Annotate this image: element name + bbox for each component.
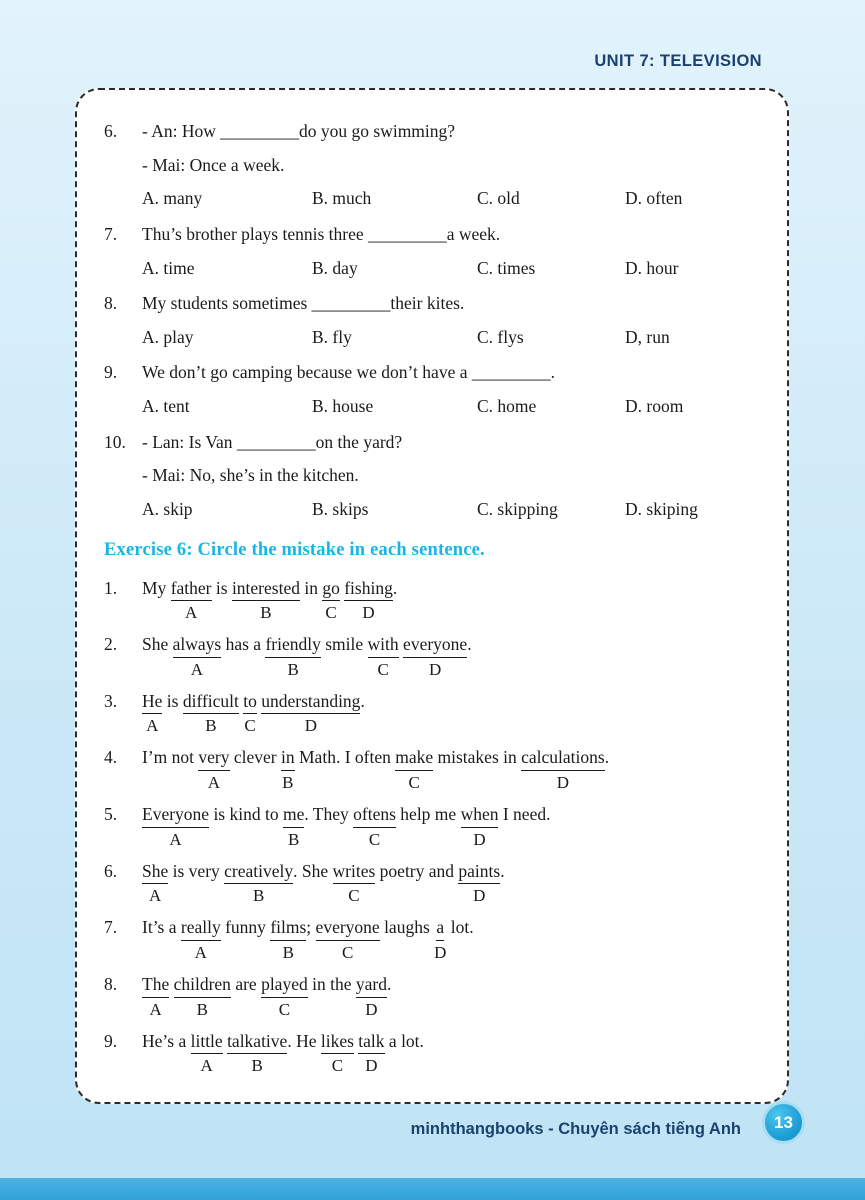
token-text: funny bbox=[220, 917, 271, 938]
mistake-letter: A bbox=[149, 999, 162, 1019]
token-text: He bbox=[142, 690, 162, 715]
option-label: C. old bbox=[477, 188, 520, 209]
option-label: B. day bbox=[312, 257, 358, 278]
mistake-letter bbox=[309, 942, 313, 963]
question-text: Thu’s brother plays tennis three _________a week. bbox=[142, 223, 501, 244]
sentence-token bbox=[353, 803, 396, 851]
mistake-letter bbox=[311, 885, 315, 906]
mistake-letter bbox=[343, 772, 347, 793]
token-text: films bbox=[270, 916, 306, 941]
mc-question bbox=[104, 431, 765, 534]
option-label: B. skips bbox=[312, 498, 369, 519]
mistake-letter bbox=[253, 772, 257, 793]
mc-question bbox=[104, 361, 765, 430]
sentence-token bbox=[181, 916, 221, 964]
sentence-token bbox=[142, 746, 198, 793]
question-number: 9. bbox=[104, 362, 118, 383]
bottom-strip bbox=[0, 1178, 865, 1200]
option-label: B. much bbox=[312, 188, 372, 209]
sentence-body bbox=[142, 860, 765, 908]
token-text: . bbox=[386, 973, 392, 994]
sentence-token bbox=[171, 577, 212, 625]
question-text: - Mai: Once a week. bbox=[142, 154, 285, 175]
sentence-token bbox=[461, 803, 499, 851]
mistake-letter: A bbox=[184, 603, 198, 623]
sentence-token bbox=[142, 633, 173, 680]
mistake-letter: B bbox=[282, 942, 294, 962]
sentence-token bbox=[521, 746, 605, 794]
mistake-letter: D bbox=[365, 1056, 378, 1076]
options-row bbox=[142, 187, 765, 211]
footer-brand: minhthangbooks - Chuyên sách tiếng Anh bbox=[410, 1120, 741, 1138]
sentence-token bbox=[162, 690, 182, 737]
mistake-sentence bbox=[104, 973, 765, 1021]
mistake-letter: C bbox=[408, 773, 420, 792]
mistake-letter: A bbox=[194, 942, 207, 962]
token-text: in bbox=[281, 746, 295, 771]
token-text: make bbox=[395, 746, 433, 771]
sentence-token bbox=[287, 1030, 321, 1077]
question-body bbox=[142, 120, 765, 223]
sentence-token bbox=[300, 577, 322, 624]
sentence-body bbox=[142, 746, 765, 794]
token-text: . They bbox=[304, 804, 354, 824]
sentence-token bbox=[458, 860, 500, 908]
mistake-letter: C bbox=[331, 1056, 344, 1076]
question-body bbox=[142, 431, 765, 534]
mistake-letter: D bbox=[556, 773, 570, 792]
mistake-letter: C bbox=[348, 886, 360, 906]
token-text: father bbox=[171, 577, 212, 602]
mistake-sentence bbox=[104, 746, 765, 794]
token-text: writes bbox=[333, 860, 376, 885]
sentence-token bbox=[198, 746, 229, 794]
mistake-sentence-list bbox=[104, 577, 765, 1078]
question-text: - Lan: Is Van _________on the yard? bbox=[142, 431, 403, 452]
sentence-token bbox=[403, 633, 467, 681]
token-text: My bbox=[142, 577, 171, 598]
mistake-letter: C bbox=[325, 603, 337, 623]
token-text: Math. I often bbox=[294, 747, 396, 768]
sentence-body bbox=[142, 973, 765, 1021]
sentence-token bbox=[498, 803, 550, 850]
mistake-letter: A bbox=[146, 716, 159, 736]
sentence-token bbox=[316, 916, 380, 964]
mistake-letter bbox=[168, 772, 172, 793]
sentence-token bbox=[231, 973, 261, 1020]
sentence-token bbox=[183, 690, 239, 738]
sentence-token bbox=[243, 690, 257, 738]
token-text: to bbox=[243, 690, 257, 715]
question-number: 10. bbox=[104, 431, 126, 452]
mistake-sentence bbox=[104, 1030, 765, 1078]
sentence-token bbox=[344, 577, 393, 625]
token-text: a lot. bbox=[384, 1030, 424, 1051]
mistake-letter bbox=[605, 772, 609, 793]
token-text: . bbox=[360, 690, 365, 711]
sentence-body bbox=[142, 916, 765, 964]
options-row bbox=[142, 395, 765, 419]
mistake-letter bbox=[194, 885, 198, 906]
mistake-letter bbox=[426, 829, 430, 850]
sentence-token bbox=[227, 1030, 287, 1078]
option-label: D. skiping bbox=[625, 498, 698, 519]
mistake-sentence bbox=[104, 916, 765, 964]
mistake-letter bbox=[405, 942, 409, 963]
question-text: - An: How _________do you go swimming? bbox=[142, 121, 456, 141]
token-text: clever bbox=[229, 747, 281, 768]
sentence-token bbox=[605, 746, 609, 793]
mistake-letter bbox=[500, 885, 504, 906]
mistake-letter bbox=[342, 659, 346, 680]
sentence-body bbox=[142, 803, 765, 851]
sentence-number: 4. bbox=[104, 747, 118, 768]
mc-question-list bbox=[104, 120, 765, 534]
sentence-number: 7. bbox=[104, 917, 118, 938]
page-number-badge: 13 bbox=[762, 1101, 805, 1144]
sentence-token bbox=[209, 803, 283, 850]
sentence-token bbox=[174, 973, 231, 1021]
mistake-letter: B bbox=[252, 886, 265, 906]
sentence-token bbox=[293, 860, 332, 907]
mistake-letter bbox=[155, 659, 159, 680]
sentence-token bbox=[142, 690, 162, 738]
sentence-body bbox=[142, 577, 765, 625]
option-label: C. flys bbox=[477, 326, 524, 347]
mc-question bbox=[104, 292, 765, 361]
sentence-number: 5. bbox=[104, 804, 118, 824]
mistake-letter bbox=[415, 885, 419, 906]
token-text: . bbox=[392, 577, 398, 598]
token-text: help me bbox=[395, 804, 461, 824]
sentence-token bbox=[212, 577, 232, 624]
option-label: A. many bbox=[142, 188, 203, 209]
question-text: - Mai: No, she’s in the kitchen. bbox=[142, 465, 359, 486]
token-text: go bbox=[322, 577, 340, 602]
token-text: . bbox=[467, 634, 472, 655]
sentence-body bbox=[142, 1030, 765, 1078]
mistake-letter: C bbox=[368, 829, 381, 849]
token-text: really bbox=[181, 916, 221, 941]
mistake-letter bbox=[361, 715, 365, 736]
mistake-letter: A bbox=[207, 773, 221, 792]
sentence-token bbox=[283, 803, 304, 851]
mistake-letter bbox=[171, 715, 175, 736]
mistake-letter bbox=[327, 829, 331, 850]
option-label: C. times bbox=[477, 257, 536, 278]
question-number: 8. bbox=[104, 293, 118, 314]
sentence-token bbox=[321, 633, 368, 680]
sentence-token bbox=[261, 690, 360, 738]
token-text: everyone bbox=[403, 633, 467, 658]
sentence-token bbox=[232, 577, 300, 625]
mistake-letter: A bbox=[148, 886, 162, 906]
token-text: mistakes in bbox=[433, 747, 522, 768]
token-text: . She bbox=[293, 860, 333, 881]
token-text: in the bbox=[307, 973, 356, 994]
token-text: . He bbox=[287, 1030, 321, 1051]
sentence-number: 9. bbox=[104, 1030, 118, 1051]
sentence-token bbox=[467, 633, 471, 680]
token-text: everyone bbox=[316, 916, 380, 941]
sentence-token bbox=[360, 690, 364, 737]
mistake-letter: B bbox=[287, 659, 299, 679]
token-text: oftens bbox=[353, 803, 396, 828]
mistake-letter bbox=[522, 829, 526, 850]
sentence-token bbox=[321, 1030, 354, 1078]
mistake-letter: B bbox=[287, 829, 300, 849]
token-text: are bbox=[230, 973, 262, 994]
sentence-token bbox=[295, 746, 396, 793]
mistake-letter: A bbox=[169, 829, 182, 849]
token-text: She bbox=[142, 634, 173, 655]
mc-question bbox=[104, 223, 765, 292]
mistake-letter: D bbox=[304, 716, 317, 736]
mistake-letter: B bbox=[251, 1056, 263, 1076]
token-text: me bbox=[283, 803, 304, 828]
mistake-letter bbox=[241, 659, 245, 680]
mistake-letter bbox=[330, 999, 334, 1020]
token-text: calculations bbox=[521, 746, 605, 771]
token-text: in bbox=[299, 577, 323, 598]
token-text: is bbox=[162, 690, 183, 711]
token-text: He’s a bbox=[142, 1030, 191, 1051]
sentence-token bbox=[434, 916, 446, 964]
token-text: always bbox=[173, 633, 222, 658]
token-text: played bbox=[261, 973, 308, 998]
sentence-token bbox=[168, 860, 224, 907]
mistake-letter: C bbox=[377, 659, 389, 679]
option-label: D. often bbox=[625, 188, 683, 209]
sentence-number: 2. bbox=[104, 634, 118, 655]
exercise-title: Exercise 6: Circle the mistake in each sentence. bbox=[104, 539, 485, 560]
sentence-token bbox=[221, 916, 271, 963]
mistake-letter bbox=[475, 772, 479, 793]
token-text: talkative bbox=[227, 1030, 287, 1055]
token-text: smile bbox=[320, 634, 368, 655]
question-body bbox=[142, 223, 765, 292]
option-label: B. house bbox=[312, 396, 374, 416]
mistake-letter bbox=[393, 602, 397, 623]
sentence-token bbox=[224, 860, 293, 908]
token-text: Everyone bbox=[142, 803, 209, 828]
mistake-letter bbox=[220, 602, 224, 623]
sentence-token bbox=[433, 746, 521, 793]
token-text: The bbox=[142, 973, 169, 998]
sentence-token bbox=[191, 1030, 223, 1078]
mistake-letter: B bbox=[282, 773, 294, 792]
mistake-letter: D bbox=[434, 942, 447, 962]
token-text: laughs bbox=[379, 917, 435, 938]
sentence-body bbox=[142, 633, 765, 681]
sentence-token bbox=[142, 973, 169, 1021]
sentence-token bbox=[387, 973, 391, 1020]
option-label: A. play bbox=[142, 326, 194, 347]
question-number: 6. bbox=[104, 121, 118, 141]
sentence-token bbox=[396, 803, 461, 850]
token-text: ; bbox=[306, 917, 316, 938]
sentence-token bbox=[368, 633, 399, 681]
mistake-sentence bbox=[104, 803, 765, 851]
mistake-letter bbox=[387, 999, 391, 1020]
question-text: My students sometimes _________their kites. bbox=[142, 293, 465, 314]
mistake-letter: B bbox=[260, 603, 272, 623]
question-body bbox=[142, 361, 765, 430]
sentence-number: 8. bbox=[104, 973, 118, 994]
sentence-token bbox=[281, 746, 295, 794]
token-text: is very bbox=[168, 860, 225, 881]
option-label: D. hour bbox=[625, 257, 679, 278]
mistake-letter bbox=[159, 942, 163, 963]
mistake-sentence bbox=[104, 690, 765, 738]
token-text: talk bbox=[358, 1030, 384, 1055]
mistake-letter: D bbox=[362, 603, 375, 623]
token-text: with bbox=[368, 633, 399, 658]
sentence-token bbox=[356, 973, 387, 1021]
sentence-token bbox=[446, 916, 473, 963]
mistake-letter bbox=[402, 1055, 406, 1076]
sentence-number: 1. bbox=[104, 577, 118, 598]
mistake-letter bbox=[244, 829, 248, 850]
mistake-letter bbox=[458, 942, 462, 963]
options-row bbox=[142, 326, 765, 350]
option-label: D. room bbox=[625, 396, 684, 416]
mistake-letter: C bbox=[278, 999, 291, 1019]
mistake-letter: B bbox=[196, 999, 208, 1019]
token-text: a bbox=[436, 916, 444, 941]
token-text: yard bbox=[356, 973, 387, 998]
mistake-letter: C bbox=[244, 716, 256, 736]
mistake-letter: D bbox=[428, 659, 442, 679]
token-text: little bbox=[191, 1030, 223, 1055]
token-text: difficult bbox=[183, 690, 239, 715]
token-text: paints bbox=[458, 860, 500, 885]
content-card bbox=[75, 88, 789, 1104]
sentence-body bbox=[142, 690, 765, 738]
token-text: I need. bbox=[498, 804, 551, 824]
token-text: I’m not bbox=[142, 747, 199, 768]
sentence-token bbox=[393, 577, 397, 624]
option-label: B. fly bbox=[312, 326, 352, 347]
token-text: children bbox=[174, 973, 231, 998]
token-text: She bbox=[142, 860, 168, 885]
sentence-token bbox=[142, 916, 181, 963]
sentence-token bbox=[173, 633, 222, 681]
question-text: We don’t go camping because we don’t have a _________. bbox=[142, 362, 555, 383]
mistake-letter: D bbox=[473, 886, 486, 906]
mistake-letter bbox=[164, 1055, 168, 1076]
token-text: interested bbox=[232, 577, 300, 602]
sentence-token bbox=[142, 1030, 191, 1077]
token-text: when bbox=[461, 803, 499, 828]
mistake-sentence bbox=[104, 860, 765, 908]
sentence-token bbox=[380, 916, 434, 963]
question-body bbox=[142, 292, 765, 361]
token-text: fishing bbox=[344, 577, 393, 602]
sentence-token bbox=[375, 860, 458, 907]
sentence-token bbox=[306, 916, 315, 963]
token-text: is bbox=[211, 577, 232, 598]
mistake-letter: D bbox=[365, 999, 378, 1019]
option-label: A. tent bbox=[142, 396, 190, 416]
sentence-token bbox=[333, 860, 376, 908]
sentence-token bbox=[230, 746, 282, 793]
mistake-sentence bbox=[104, 633, 765, 681]
option-label: A. skip bbox=[142, 498, 193, 519]
option-label: A. time bbox=[142, 257, 195, 278]
sentence-token bbox=[304, 803, 353, 850]
option-label: D, run bbox=[625, 326, 670, 347]
sentence-token bbox=[395, 746, 433, 794]
mistake-letter: A bbox=[190, 659, 204, 679]
mistake-letter bbox=[243, 942, 247, 963]
sentence-token bbox=[385, 1030, 424, 1077]
mistake-letter bbox=[302, 1055, 306, 1076]
mistake-letter bbox=[154, 602, 158, 623]
mistake-letter: D bbox=[473, 829, 486, 849]
mistake-letter: B bbox=[205, 716, 217, 736]
options-row bbox=[142, 498, 765, 522]
sentence-token bbox=[358, 1030, 384, 1078]
token-text: is kind to bbox=[209, 804, 283, 824]
sentence-number: 3. bbox=[104, 690, 118, 711]
token-text: . bbox=[500, 860, 505, 881]
token-text: has a bbox=[221, 634, 266, 655]
mistake-sentence bbox=[104, 577, 765, 625]
sentence-token bbox=[500, 860, 504, 907]
sentence-token bbox=[142, 577, 171, 624]
token-text: It’s a bbox=[142, 917, 181, 938]
token-text: creatively bbox=[224, 860, 293, 885]
sentence-token bbox=[308, 973, 356, 1020]
mistake-letter: A bbox=[200, 1056, 213, 1076]
mistake-letter bbox=[309, 602, 313, 623]
sentence-token bbox=[270, 916, 306, 964]
sentence-token bbox=[261, 973, 308, 1021]
mistake-letter bbox=[467, 659, 471, 680]
token-text: friendly bbox=[265, 633, 320, 658]
sentence-token bbox=[221, 633, 265, 680]
mistake-letter bbox=[244, 999, 248, 1020]
mc-question bbox=[104, 120, 765, 223]
token-text: likes bbox=[321, 1030, 354, 1055]
token-text: . bbox=[604, 747, 610, 768]
sentence-token bbox=[142, 860, 168, 908]
option-label: C. home bbox=[477, 396, 537, 416]
question-number: 7. bbox=[104, 223, 118, 244]
sentence-token bbox=[322, 577, 340, 625]
token-text: poetry and bbox=[375, 860, 459, 881]
mistake-letter: C bbox=[341, 942, 354, 962]
unit-title: UNIT 7: TELEVISION bbox=[594, 52, 762, 70]
sentence-number: 6. bbox=[104, 860, 118, 881]
token-text: understanding bbox=[261, 690, 360, 715]
sentence-token bbox=[265, 633, 320, 681]
option-label: C. skipping bbox=[477, 498, 558, 519]
options-row bbox=[142, 257, 765, 281]
token-text: lot. bbox=[446, 917, 474, 938]
sentence-token bbox=[142, 803, 209, 851]
token-text: very bbox=[198, 746, 229, 771]
